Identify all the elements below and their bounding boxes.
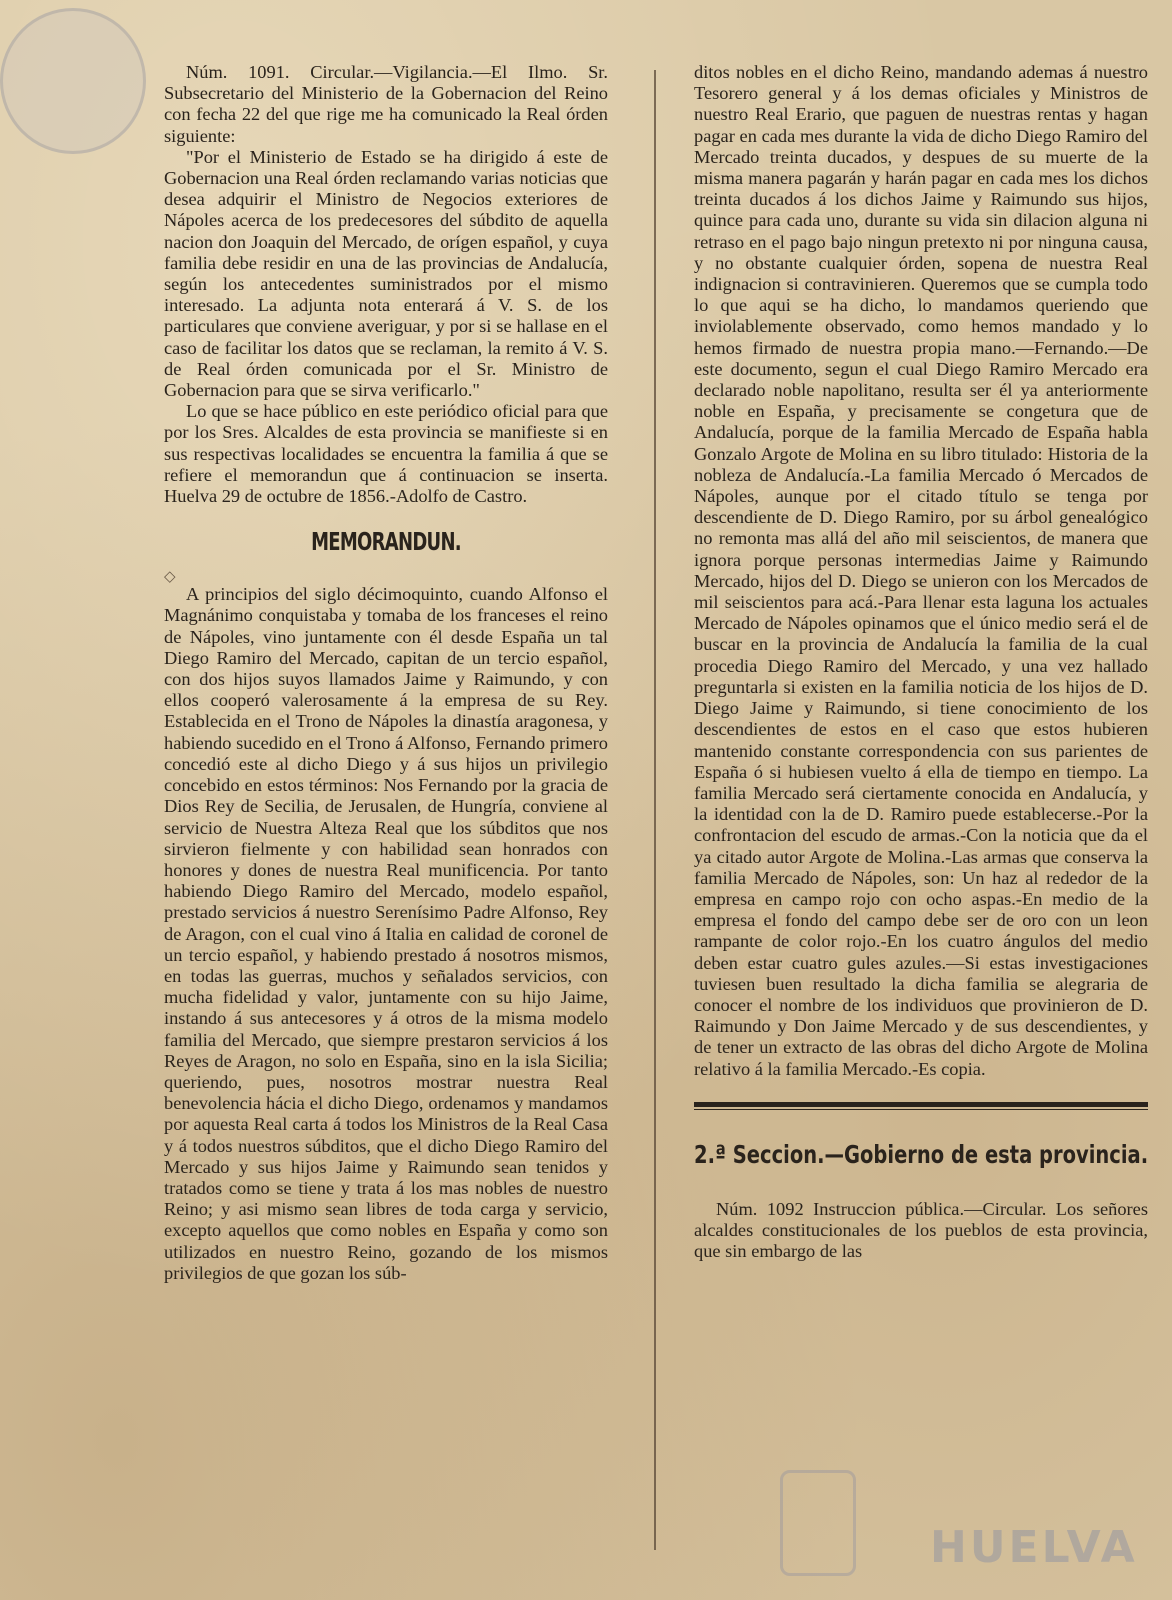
- watermark-seal: [780, 1470, 856, 1576]
- section-heading: 2.ª Seccion.—Gobierno de esta provincia.: [694, 1139, 1149, 1169]
- watermark-text: HUELVA: [930, 1522, 1138, 1573]
- left-column: [164, 62, 608, 1284]
- circular-1091: Núm. 1091. Circular.—Vigilancia.—El Ilmo. Sr. Subsecretario del Ministerio de la Gobernacion del Reino con fecha 22 del que rige me ha comunicado la Real órden siguiente:: [164, 62, 608, 146]
- right-column: [694, 62, 1148, 1262]
- library-stamp: [0, 8, 146, 154]
- memorandum-continued: ditos nobles en el dicho Reino, mandando ademas á nuestro Tesorero general y á los demas oficiales y Ministros de nuestro Real Erario, que paguen de nuestras rentas y hagan pagar en cada mes durante la vida de dicho Diego Ramiro del Mercado treinta ducados, y despues de su muerte de la misma manera pagarán y harán pagar en cada mes los dichos treinta ducados á los dichos Jaime y Raimundo sus hijos, quince para cada uno, durante su vida sin dilacion alguna ni retraso en el pago bajo ningun pretexto ni por ninguna causa, y no obstante cualquier órden, sopena de nuestra Real indignacion si contravinieren. Queremos que se cumpla todo lo que aqui se ha dicho, lo mandamos queriendo que inviolablemente observado, como hemos mandado y lo hemos firmado de nuestra propia mano.—Fernando.—De este documento, segun el cual Diego Ramiro Mercado era declarado noble napolitano, resulta ser él ya anteriormente noble en España, y precisamente se congetura que de Andalucía, porque de la familia Mercado de España habla Gonzalo Argote de Molina en su libro titulado: Historia de la nobleza de Andalucía.-La familia Mercado ó Mercados de Nápoles, aunque por el citado título se tenga por descendiente de D. Diego Ramiro, por su árbol genealógico no remonta mas allá del año mil seiscientos, de manera que ignora porque personas intermedias Jaime y Raimundo Mercado, hijos del D. Diego se unieron con los Mercados de mil seiscientos para acá.-Para llenar esta laguna los actuales Mercado de Nápoles opinamos que el único medio será el de buscar en la provincia de Andalucía la familia de la cual procedia Diego Ramiro del Mercado, y una vez hallado preguntarla si existen en la familia noticia de los hijos de D. Diego Jaime y Raimundo, si tiene conocimiento de los descendientes de estos en el caso que estos hubieren mantenido constante correspondencia con sus parientes de España ó si hubiesen vuelto á ella de tiempo en tiempo. La familia Mercado será ciertamente conocida en Andalucía, y la identidad con la de D. Ramiro puede establecerse.-Por la confrontacion del escudo de armas.-Con la noticia que da el ya citado autor Argote de Molina.-Las armas que conserva la familia Mercado de Nápoles, son: Un haz al rededor de la empresa en campo rojo con ocho aspas.-En medio de la empresa el fondo del campo debe ser de oro con un leon rampante de color rojo.-En los cuatro ángulos del medio deben estar cuatro gules azules.—Si estas investigaciones tuviesen buen resultado la dicha familia se alegraria de conocer el nombre de los individuos que provinieron de D. Raimundo y Don Jaime Mercado y de sus descendientes, y de tener un extracto de las obras del dicho Argote de Molina relativo á la familia Mercado.-Es copia.: [694, 62, 1148, 1079]
- column-divider: [654, 70, 656, 1550]
- memorandum-text: A principios del siglo décimoquinto, cuando Alfonso el Magnánimo conquistaba y tomaba de los franceses el reino de Nápoles, vino juntamente con él desde España un tal Diego Ramiro del Mercado, capitan de un tercio español, con dos hijos suyos llamados Jaime y Raimundo, y con ellos cooperó valerosamente á la empresa de su Rey. Establecida en el Trono de Nápoles la dinastía aragonesa, y habiendo sucedido en el Trono á Alfonso, Fernando primero concedió este al dicho Diego y á sus hijos un privilegio concebido en estos términos: Nos Fernando por la gracia de Dios Rey de Secilia, de Jerusalen, de Hungría, conviene al servicio de Nuestra Alteza Real que los súbditos que nos sirvieron fielmente y con habilidad sean honrados con honores y dones de nuestra Real munificencia. Por tanto habiendo Diego Ramiro del Mercado, modelo español, prestado servicios á nuestro Serenísimo Padre Alfonso, Rey de Aragon, con el cual vino á Italia en calidad de coronel de un tercio español, y habiendo prestado á nosotros mismos, en todas las guerras, muchos y señalados servicios, con mucha fidelidad y valor, juntamente con su hijo Jaime, instando á sus antecesores y á otros de la misma modelo familia del Mercado, que siempre prestaron servicios á los Reyes de Aragon, no solo en España, sino en la isla Sicilia; queriendo, pues, nosotros mostrar nuestra Real benevolencia hácia el dicho Diego, ordenamos y mandamos por aquesta Real carta á todos los Ministros de la Real Casa y á todos nuestros súbditos, que el dicho Diego Ramiro del Mercado y sus hijos Jaime y Raimundo sean tenidos y tratados como se tiene y trata á los mas nobles de nuestro Reino; y asi mismo sean libres de toda carga y servicio, excepto aquellos que como nobles en España y como son utilizados en nuestro Reino, gozando de los mismos privilegios de que gozan los súb-: [164, 584, 608, 1283]
- publication-paragraph: Lo que se hace público en este periódico oficial para que por los Sres. Alcaldes de esta provincia se manifieste si en sus respectivas localidades se encuentra la familia á que se refiere el memorandun que á continuacion se inserta. Huelva 29 de octubre de 1856.-Adolfo de Castro.: [164, 401, 608, 507]
- section-rule: [694, 1102, 1148, 1110]
- quote-paragraph: "Por el Ministerio de Estado se ha dirigido á este de Gobernacion una Real órden reclamando varias noticias que desea adquirir el Ministro de Negocios exteriores de Nápoles acerca de los predecesores del súbdito de aquella nacion don Joaquin del Mercado, de orígen español, y cuya familia debe residir en una de las provincias de Andalucía, según los antecedentes suministrados por el mismo interesado. La adjunta nota enterará á V. S. de los particulares que conviene averiguar, y por si se hallase en el caso de facilitar los datos que se reclaman, la remito á V. S. de Real órden comunicada por el Sr. Ministro de Gobernacion para que se sirva verificarlo.": [164, 146, 608, 401]
- ornament-mark: ◇: [164, 569, 176, 586]
- memorandum-heading: MEMORANDUN.: [311, 527, 461, 557]
- circular-1092: Núm. 1092 Instruccion pública.—Circular. Los señores alcaldes constitucionales de los pueblos de esta provincia, que sin embargo de las: [694, 1198, 1148, 1262]
